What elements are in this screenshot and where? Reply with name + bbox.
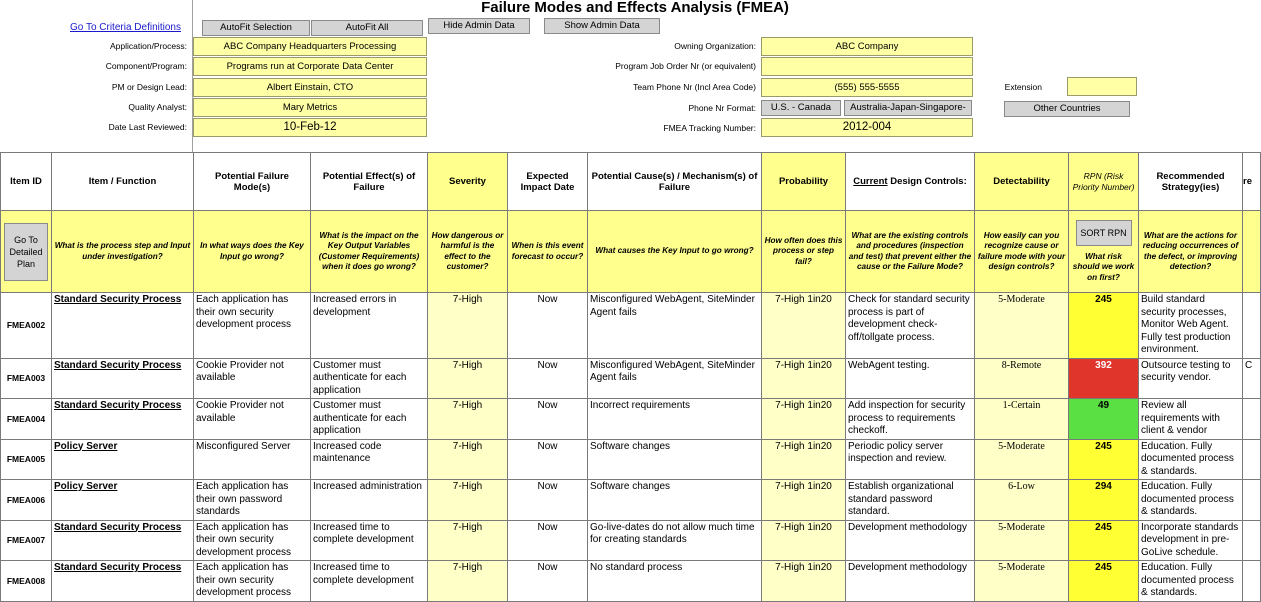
sub-probability: How often does this process or step fail? [762, 211, 846, 293]
extension-label: Extension [1004, 82, 1042, 92]
quality-analyst-label: Quality Analyst: [128, 102, 187, 112]
row-probability[interactable]: 7-High 1in20 [762, 520, 846, 561]
row-failure-mode[interactable]: Cookie Provider not available [194, 358, 311, 399]
pm-design-lead-label: PM or Design Lead: [111, 82, 187, 92]
row-item-function[interactable]: Standard Security Process [52, 358, 194, 399]
row-probability[interactable]: 7-High 1in20 [762, 293, 846, 359]
row-impact-date[interactable]: Now [508, 439, 588, 480]
row-item-function[interactable]: Standard Security Process [52, 293, 194, 359]
owning-organization-field[interactable]: ABC Company [761, 37, 973, 56]
row-cause[interactable]: Incorrect requirements [588, 399, 762, 440]
sub-cut-off [1243, 211, 1261, 293]
team-phone-field[interactable]: (555) 555-5555 [761, 78, 973, 97]
row-severity[interactable]: 7-High [428, 520, 508, 561]
program-job-order-field[interactable] [761, 57, 973, 76]
row-effect[interactable]: Customer must authenticate for each application [311, 399, 428, 440]
fmea-tracking-label: FMEA Tracking Number: [663, 123, 756, 133]
sub-failure-mode: In what ways does the Key Input go wrong? [194, 211, 311, 293]
row-detectability[interactable]: 8-Remote [975, 358, 1069, 399]
table-row[interactable] [1, 399, 1261, 440]
component-program-label: Component/Program: [105, 61, 187, 71]
row-cut-off[interactable] [1243, 399, 1261, 440]
format-other-countries-button[interactable]: Other Countries [1004, 101, 1130, 117]
row-item-function[interactable]: Policy Server [52, 480, 194, 521]
row-item-id[interactable]: FMEA003 [1, 358, 52, 399]
team-phone-label: Team Phone Nr (Incl Area Code) [633, 82, 756, 92]
row-item-id[interactable]: FMEA007 [1, 520, 52, 561]
row-failure-mode[interactable]: Each application has their own security development process [194, 520, 311, 561]
row-cut-off[interactable] [1243, 293, 1261, 359]
header-controls-word: Design Controls: [890, 176, 967, 187]
row-probability[interactable]: 7-High 1in20 [762, 399, 846, 440]
row-controls[interactable]: Development methodology [846, 561, 975, 602]
sub-severity: How dangerous or harmful is the effect to the customer? [428, 211, 508, 293]
row-item-function[interactable]: Policy Server [52, 439, 194, 480]
sub-rpn [1069, 211, 1139, 293]
row-severity[interactable]: 7-High [428, 439, 508, 480]
row-impact-date[interactable]: Now [508, 520, 588, 561]
criteria-definitions-link[interactable]: Go To Criteria Definitions [70, 22, 181, 33]
row-item-id[interactable]: FMEA005 [1, 439, 52, 480]
row-severity[interactable]: 7-High [428, 399, 508, 440]
row-failure-mode[interactable]: Each application has their own password standards [194, 480, 311, 521]
row-strategy[interactable]: Outsource testing to security vendor. [1139, 358, 1243, 399]
header-failure-mode: Potential Failure Mode(s) [194, 153, 311, 211]
header-probability: Probability [762, 153, 846, 211]
row-effect[interactable]: Increased errors in development [311, 293, 428, 359]
row-severity[interactable]: 7-High [428, 358, 508, 399]
row-strategy[interactable]: Education. Fully documented process & standards. [1139, 439, 1243, 480]
row-detectability[interactable]: 5-Moderate [975, 439, 1069, 480]
row-item-id[interactable]: FMEA004 [1, 399, 52, 440]
row-cause[interactable]: Software changes [588, 439, 762, 480]
row-item-function[interactable]: Standard Security Process [52, 561, 194, 602]
extension-field[interactable] [1067, 77, 1137, 96]
sub-cause: What causes the Key Input to go wrong? [588, 211, 762, 293]
sub-detectability: How easily can you recognize cause or failure mode with your design controls? [975, 211, 1069, 293]
phone-format-label: Phone Nr Format: [688, 103, 756, 113]
row-rpn[interactable]: 245 [1069, 439, 1139, 480]
header-impact-date: Expected Impact Date [508, 153, 588, 211]
date-last-reviewed-field[interactable]: 10-Feb-12 [193, 118, 427, 137]
header-cut-off: re [1243, 153, 1261, 211]
row-impact-date[interactable]: Now [508, 561, 588, 602]
row-rpn[interactable]: 392 [1069, 358, 1139, 399]
row-cut-off[interactable]: C [1243, 358, 1261, 399]
format-us-canada-button[interactable]: U.S. - Canada [761, 100, 841, 116]
row-probability[interactable]: 7-High 1in20 [762, 480, 846, 521]
header-severity: Severity [428, 153, 508, 211]
pm-design-lead-field[interactable]: Albert Einstain, CTO [193, 78, 427, 97]
autofit-all-button[interactable]: AutoFit All [311, 20, 423, 36]
row-item-function[interactable]: Standard Security Process [52, 520, 194, 561]
row-cut-off[interactable] [1243, 520, 1261, 561]
row-cause[interactable]: Misconfigured WebAgent, SiteMinder Agent fails [588, 293, 762, 359]
sub-controls: What are the existing controls and procedures (inspection and test) that prevent either the cause or the Failure Mode? [846, 211, 975, 293]
goto-detailed-plan-button[interactable]: Go To Detailed Plan [4, 223, 48, 281]
header-cause: Potential Cause(s) / Mechanism(s) of Failure [588, 153, 762, 211]
header-detectability: Detectability [975, 153, 1069, 211]
page-title: Failure Modes and Effects Analysis (FMEA) [481, 0, 789, 16]
row-detectability[interactable]: 6-Low [975, 480, 1069, 521]
sub-rpn-text: What risk should we work on first? [1072, 251, 1135, 282]
sub-strategy: What are the actions for reducing occurrences of the defect, or improving detection? [1139, 211, 1243, 293]
row-rpn[interactable]: 294 [1069, 480, 1139, 521]
fmea-table [0, 152, 1261, 602]
row-failure-mode[interactable]: Cookie Provider not available [194, 399, 311, 440]
sub-impact-date: When is this event forecast to occur? [508, 211, 588, 293]
row-rpn[interactable]: 245 [1069, 561, 1139, 602]
header-effect: Potential Effect(s) of Failure [311, 153, 428, 211]
row-probability[interactable]: 7-High 1in20 [762, 561, 846, 602]
row-impact-date[interactable]: Now [508, 480, 588, 521]
row-controls[interactable]: Development methodology [846, 520, 975, 561]
row-item-id[interactable]: FMEA002 [1, 293, 52, 359]
date-last-reviewed-label: Date Last Reviewed: [108, 122, 187, 132]
row-severity[interactable]: 7-High [428, 293, 508, 359]
header-row [1, 153, 1261, 211]
row-severity[interactable]: 7-High [428, 480, 508, 521]
application-process-label: Application/Process: [109, 41, 187, 51]
sub-item-function: What is the process step and Input under investigation? [52, 211, 194, 293]
row-controls[interactable]: Check for standard security process is part of development check-off/tollgate process. [846, 293, 975, 359]
component-program-field[interactable]: Programs run at Corporate Data Center [193, 57, 427, 76]
row-controls[interactable]: Add inspection for security process to requirements checkoff. [846, 399, 975, 440]
row-detectability[interactable]: 5-Moderate [975, 293, 1069, 359]
row-effect[interactable]: Increased administration [311, 480, 428, 521]
row-severity[interactable]: 7-High [428, 561, 508, 602]
row-cause[interactable]: Misconfigured WebAgent, SiteMinder Agent fails [588, 358, 762, 399]
format-australia-button[interactable]: Australia-Japan-Singapore- [844, 100, 972, 116]
row-probability[interactable]: 7-High 1in20 [762, 439, 846, 480]
row-failure-mode[interactable]: Misconfigured Server [194, 439, 311, 480]
sub-effect: What is the impact on the Key Output Variables (Customer Requirements) when it does go wrong? [311, 211, 428, 293]
row-failure-mode[interactable]: Each application has their own security development process [194, 561, 311, 602]
header-current-word: Current [853, 176, 888, 187]
row-strategy[interactable]: Incorporate standards development in pre-GoLive schedule. [1139, 520, 1243, 561]
row-strategy[interactable]: Build standard security processes, Monitor Web Agent. Fully test production environment. [1139, 293, 1243, 359]
table-row[interactable] [1, 293, 1261, 359]
row-item-function[interactable]: Standard Security Process [52, 399, 194, 440]
row-cut-off[interactable] [1243, 561, 1261, 602]
row-impact-date[interactable]: Now [508, 358, 588, 399]
row-cut-off[interactable] [1243, 439, 1261, 480]
row-effect[interactable]: Increased code maintenance [311, 439, 428, 480]
row-strategy[interactable]: Education. Fully documented process & standards. [1139, 561, 1243, 602]
row-controls[interactable]: WebAgent testing. [846, 358, 975, 399]
header-item-function: Item / Function [52, 153, 194, 211]
row-item-id[interactable]: FMEA008 [1, 561, 52, 602]
subheader-row [1, 211, 1261, 293]
row-probability[interactable]: 7-High 1in20 [762, 358, 846, 399]
table-row[interactable] [1, 480, 1261, 521]
header-rpn: RPN (Risk Priority Number) [1069, 153, 1139, 211]
row-impact-date[interactable]: Now [508, 293, 588, 359]
row-effect[interactable]: Increased time to complete development [311, 561, 428, 602]
table-row[interactable] [1, 561, 1261, 602]
row-strategy[interactable]: Review all requirements with client & vendor [1139, 399, 1243, 440]
row-cause[interactable]: Software changes [588, 480, 762, 521]
row-item-id[interactable]: FMEA006 [1, 480, 52, 521]
row-effect[interactable]: Customer must authenticate for each application [311, 358, 428, 399]
row-cause[interactable]: No standard process [588, 561, 762, 602]
row-detectability[interactable]: 5-Moderate [975, 561, 1069, 602]
row-detectability[interactable]: 5-Moderate [975, 520, 1069, 561]
fmea-tracking-field[interactable]: 2012-004 [761, 118, 973, 137]
application-process-field[interactable]: ABC Company Headquarters Processing [193, 37, 427, 56]
row-detectability[interactable]: 1-Certain [975, 399, 1069, 440]
row-strategy[interactable]: Education. Fully documented process & standards. [1139, 480, 1243, 521]
header-design-controls [846, 153, 975, 211]
row-rpn[interactable]: 245 [1069, 293, 1139, 359]
goto-plan-cell [1, 211, 52, 293]
row-rpn[interactable]: 245 [1069, 520, 1139, 561]
header-strategy: Recommended Strategy(ies) [1139, 153, 1243, 211]
row-impact-date[interactable]: Now [508, 399, 588, 440]
row-controls[interactable]: Establish organizational standard password standard. [846, 480, 975, 521]
sort-rpn-button[interactable]: SORT RPN [1076, 220, 1132, 246]
row-cause[interactable]: Go-live-dates do not allow much time for creating standards [588, 520, 762, 561]
row-controls[interactable]: Periodic policy server inspection and review. [846, 439, 975, 480]
owning-organization-label: Owning Organization: [674, 41, 756, 51]
autofit-selection-button[interactable]: AutoFit Selection [202, 20, 310, 36]
row-rpn[interactable]: 49 [1069, 399, 1139, 440]
table-row[interactable] [1, 520, 1261, 561]
header-item-id: Item ID [1, 153, 52, 211]
table-row[interactable] [1, 439, 1261, 480]
row-effect[interactable]: Increased time to complete development [311, 520, 428, 561]
row-failure-mode[interactable]: Each application has their own security development process [194, 293, 311, 359]
row-cut-off[interactable] [1243, 480, 1261, 521]
show-admin-data-button[interactable]: Show Admin Data [544, 18, 660, 34]
program-job-order-label: Program Job Order Nr (or equivalent) [615, 61, 756, 71]
hide-admin-data-button[interactable]: Hide Admin Data [428, 18, 530, 34]
quality-analyst-field[interactable]: Mary Metrics [193, 98, 427, 117]
table-row[interactable] [1, 358, 1261, 399]
